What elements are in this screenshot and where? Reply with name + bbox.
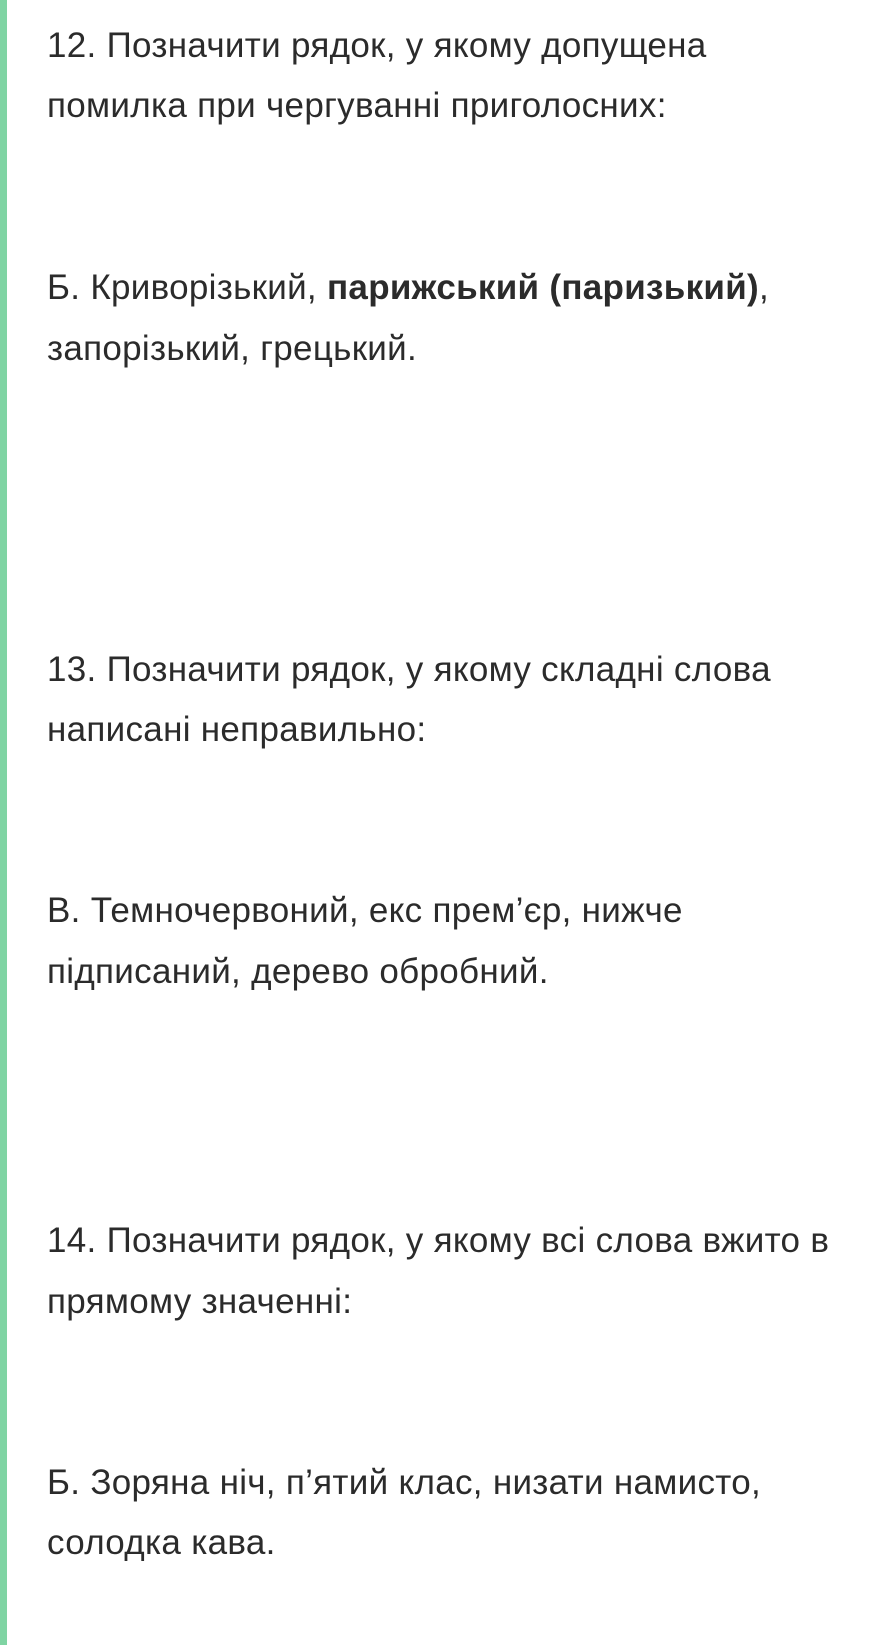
answer-13-line-2: підписаний, дерево обробний. [47,952,549,991]
answer-12-correction: парижський (паризький) [326,268,759,307]
answer-14-line-1: Б. Зоряна ніч, п’ятий клас, низати намисто, [47,1463,761,1502]
answer-13-line-1: В. Темночервоний, екс прем’єр, нижче [47,891,683,930]
question-12-line-2: помилка при чергуванні приголосних: [47,86,667,125]
answer-content [47,0,885,1645]
question-13-line-1: 13. Позначити рядок, у якому складні слова [47,650,771,689]
question-13-line-2: написані неправильно: [47,710,427,749]
answer-12-prefix: Б. Криворізький, [47,268,327,307]
answer-14-line-2: солодка кава. [47,1523,276,1562]
answer-12-suffix: , [758,268,769,307]
left-accent-bar [0,0,7,1645]
question-14-line-2: прямому значенні: [47,1282,353,1321]
question-14-line-1: 14. Позначити рядок, у якому всі слова вжито в [47,1221,830,1260]
answer-12-line-1 [47,266,769,310]
question-12-line-1: 12. Позначити рядок, у якому допущена [47,26,707,65]
answer-12-line-2: запорізький, грецький. [47,329,418,368]
